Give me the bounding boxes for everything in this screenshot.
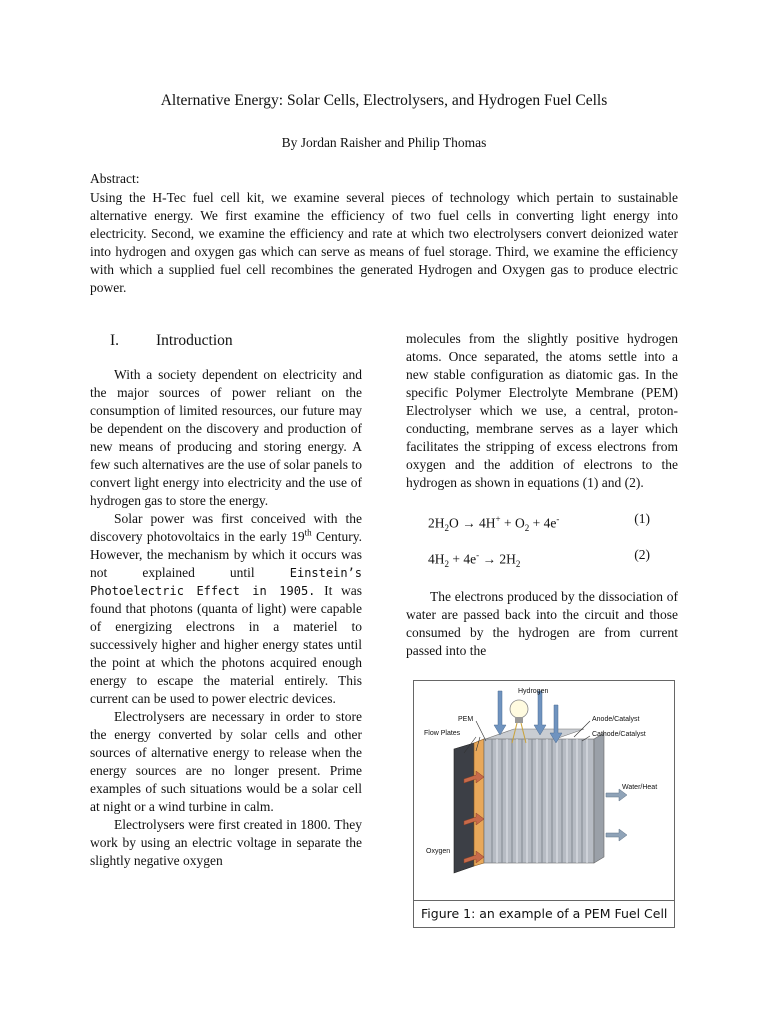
label-anode: Anode/Catalyst bbox=[592, 716, 640, 723]
right-paragraph-1: molecules from the slightly positive hydrogen atoms. Once separated, the atoms settle into a new stable configuration as diatomic gas. In the specific Polymer Electrolyte Membrane (PEM) Electrolyser which we use, a central, proton-conducting, membrane serves as a layer which facilitates the stripping of excess electrons from oxygen and the addition of electrons to the hydrogen as shown in equations (1) and (2). bbox=[406, 331, 678, 490]
paper-title: Alternative Energy: Solar Cells, Electrolysers, and Hydrogen Fuel Cells bbox=[160, 92, 608, 109]
abstract-text: Using the H-Tec fuel cell kit, we examine several pieces of technology which pertain to sustainable alternative energy. We first examine the efficiency of two fuel cells in converting light energy into electricity. Second, we examine the efficiency and rate at which two electrolysers convert deionized water into hydrogen and oxygen gas which can serve as means of fuel storage. Third, we examine the efficiency with which a supplied fuel cell recombines the generated Hydrogen and Oxygen gas to produce electric power. bbox=[90, 190, 678, 295]
label-flow-plates: Flow Plates bbox=[424, 730, 461, 737]
label-cathode: Cathode/Catalyst bbox=[592, 731, 646, 738]
equation-2-number: (2) bbox=[634, 547, 650, 562]
section-title: Introduction bbox=[156, 332, 233, 349]
intro-paragraph-3: Electrolysers are necessary in order to store the energy converted by solar cells and other sources of alternative energy to release when the energy sources are no longer present. Prime examples of such situations would be a solar cell at night or a wind turbine in calm. bbox=[90, 709, 362, 814]
label-hydrogen: Hydrogen bbox=[518, 688, 549, 695]
label-water-heat: Water/Heat bbox=[622, 784, 658, 791]
right-paragraph-2: The electrons produced by the dissociation of water are passed back into the circuit and those consumed by the hydrogen are from current passed into the bbox=[406, 589, 678, 658]
abstract-label: Abstract: bbox=[90, 171, 140, 186]
label-oxygen: Oxygen bbox=[426, 848, 451, 855]
pem-fuel-cell-diagram bbox=[414, 681, 674, 901]
figure-1 bbox=[413, 680, 675, 928]
section-heading bbox=[90, 332, 362, 350]
intro-paragraph-1: With a society dependent on electricity and the major sources of power reliant on the consumption of limited resources, our future may be dependent on the discovery and production of new means of producing and storing energy. A few such alternatives are the use of solar panels to convert light energy into electricity and the use of hydrogen gas to store the energy. bbox=[90, 367, 362, 508]
equation-1: $2H_2O \to 4H^+ + O_2 + 4e^-$ (1) bbox=[428, 511, 650, 534]
right-column bbox=[406, 330, 678, 660]
intro-paragraph-4: Electrolysers were first created in 1800. They work by using an electric voltage in separate the slightly negative oxygen bbox=[90, 817, 362, 868]
authors: By Jordan Raisher and Philip Thomas bbox=[281, 135, 487, 150]
intro-paragraph-2: Solar power was first conceived with the discovery photovoltaics in the early 19th Century. However, the mechanism by which it occurs was not explained until Einstein’s Photoelectric Effect in 1905. It was found that photons (quanta of light) were capable of energizing electrons in a materiel to successively higher and higher energy states until the point at which the photons acquired enough energy to escape the material entirely. This current can be used to power electric devices. bbox=[90, 511, 362, 706]
figure-caption: Figure 1: an example of a PEM Fuel Cell bbox=[414, 900, 674, 927]
equation-1-number: (1) bbox=[634, 511, 650, 526]
section-number: I. bbox=[110, 332, 120, 349]
equation-2: $4H_2 + 4e^- \to 2H_2$ (2) bbox=[428, 547, 650, 570]
left-column bbox=[90, 330, 362, 870]
label-pem: PEM bbox=[458, 716, 474, 723]
